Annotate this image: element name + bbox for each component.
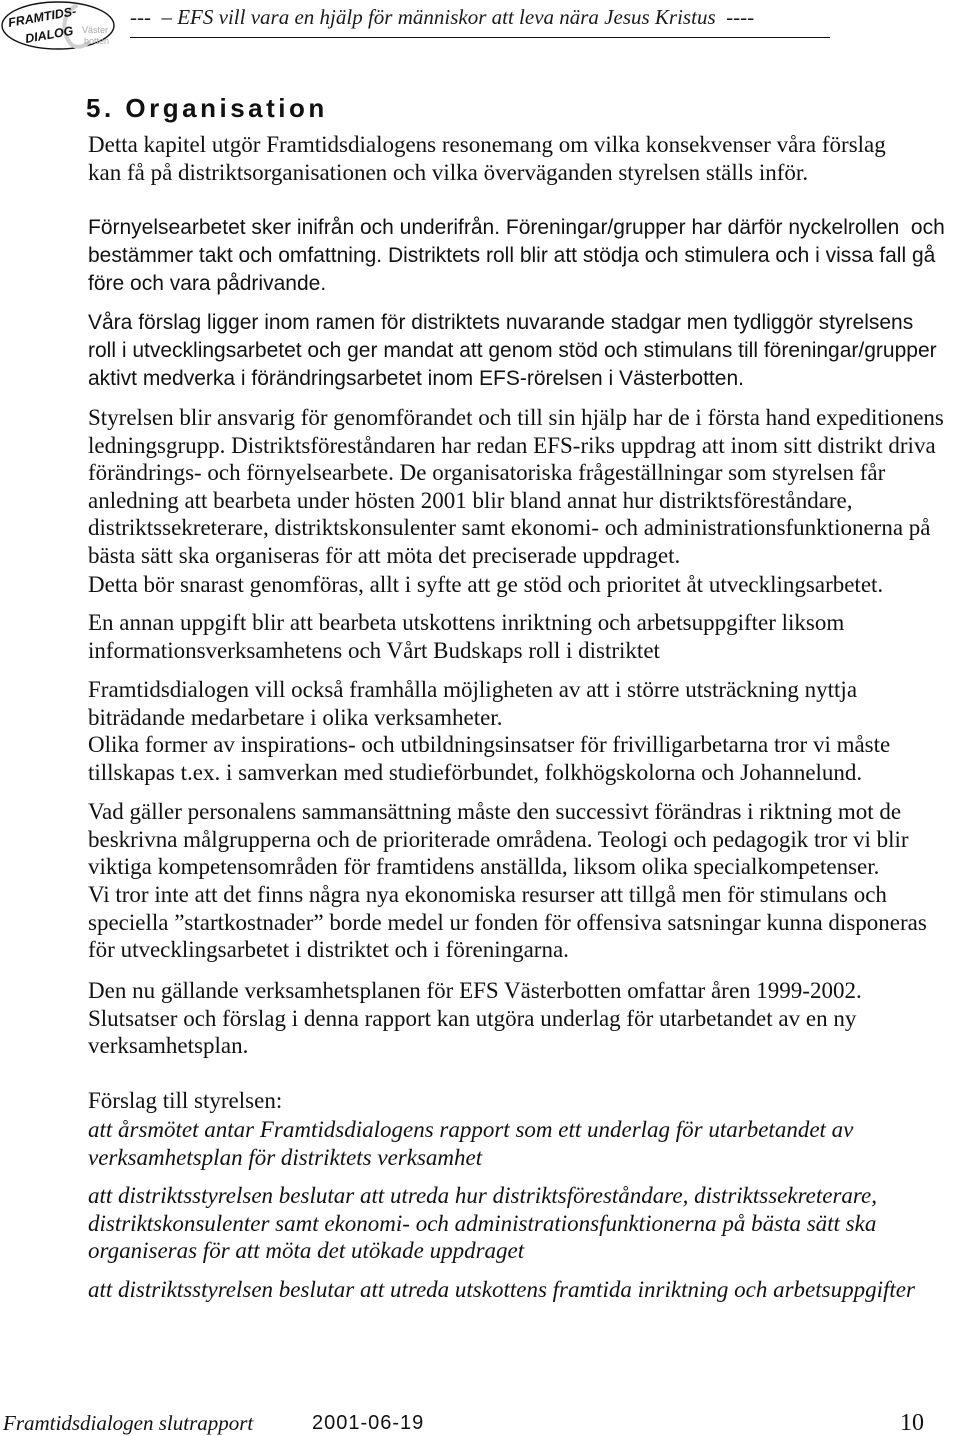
- text-line: för utvecklingsarbetet i distriktet och i föreningarna.: [88, 937, 569, 963]
- paragraph-intro: [88, 131, 886, 186]
- text-line: Olika former av inspirations- och utbildningsinsatser för frivilligarbetarna tror vi måste: [88, 732, 891, 757]
- page-number: 10: [900, 1410, 924, 1436]
- text-line: före och vara pådrivande.: [88, 272, 327, 295]
- paragraph-training: [88, 731, 890, 786]
- text-line: Förnyelsearbetet sker inifrån och underifrån. Föreningar/grupper har därför nyckelrollen och: [88, 216, 945, 239]
- text-line: organiseras för att möta det utökade uppdraget: [88, 1238, 525, 1264]
- footer-title: Framtidsdialogen slutrapport: [3, 1411, 254, 1435]
- text-line: Våra förslag ligger inom ramen för distriktets nuvarande stadgar men tydliggör styrelsens: [88, 311, 914, 334]
- text-line: En annan uppgift blir att bearbeta utskottens inriktning och arbetsuppgifter liksom: [88, 610, 845, 635]
- header-rule: [130, 37, 830, 38]
- text-line: verksamhetsplan.: [88, 1033, 249, 1059]
- text-line: ledningsgrupp. Distriktsföreståndaren har redan EFS-riks uppdrag att inom sitt distrikt driva: [88, 432, 936, 458]
- proposal-item: [88, 1116, 853, 1171]
- text-line: att distriktsstyrelsen beslutar att utreda utskottens framtida inriktning och arbetsuppgifter: [88, 1277, 915, 1302]
- text-line: att distriktsstyrelsen beslutar att utreda hur distriktsföreståndare, distriktssekreterare,: [88, 1183, 877, 1208]
- proposal-item: [88, 1276, 915, 1304]
- text-line: Detta kapitel utgör Framtidsdialogens resonemang om vilka konsekvenser våra förslag: [88, 132, 886, 157]
- text-line: biträdande medarbetare i olika verksamheter.: [88, 704, 503, 730]
- logo-text-botten: botten: [84, 36, 110, 46]
- logo-text-dialog: DIALOG: [24, 23, 75, 46]
- proposal-item: [88, 1182, 877, 1265]
- text-line: Slutsatser och förslag i denna rapport kan utgöra underlag för utarbetandet av en ny: [88, 1005, 857, 1031]
- text-line: Styrelsen blir ansvarig för genomförandet och till sin hjälp har de i första hand expeditionens: [88, 405, 944, 430]
- text-line: att årsmötet antar Framtidsdialogens rapport som ett underlag för utarbetandet av: [88, 1117, 854, 1142]
- text-line: Framtidsdialogen vill också framhålla möjligheten av att i större utsträckning nyttja: [88, 677, 858, 702]
- paragraph-committees: [88, 609, 844, 664]
- proposals-heading-text: Förslag till styrelsen:: [88, 1088, 283, 1113]
- framtidsdialog-logo: [0, 0, 118, 52]
- text-line: viktiga kompetensområden för framtidens anställda, liksom olika specialkompetenser.: [88, 854, 880, 880]
- paragraph-volunteers: [88, 676, 857, 731]
- text-line: aktivt medverka i förändringsarbetet inom EFS-rörelsen i Västerbotten.: [88, 367, 744, 390]
- paragraph-renewal: [88, 214, 945, 298]
- footer-date: 2001-06-19: [312, 1412, 425, 1434]
- header-tagline: --- – EFS vill vara en hjälp för människor att leva nära Jesus Kristus ----: [130, 5, 755, 29]
- logo-text-vaster: Väster: [82, 25, 109, 35]
- paragraph-proposal-scope: [88, 309, 937, 393]
- text-line: bestämmer takt och omfattning. Distriktets roll blir att stödja och stimulera och i vissa fall gå: [88, 244, 936, 267]
- text-line: distriktssekreterare, distriktskonsulenter samt ekonomi- och administrationsfunktionerna på: [88, 515, 931, 541]
- proposals-heading: [88, 1087, 282, 1115]
- paragraph-staff: [88, 798, 909, 881]
- text-line: förändrings- och förnyelsearbete. De organisatoriska frågeställningar som styrelsen får: [88, 460, 886, 486]
- text-line: distriktskonsulenter samt ekonomi- och administrationsfunktionerna på bästa sätt ska: [88, 1210, 877, 1236]
- text-line: Vi tror inte att det finns några nya ekonomiska resurser att tillgå men för stimulans och: [88, 882, 887, 907]
- text-line: anledning att bearbeta under hösten 2001 blir bland annat hur distriktsföreståndare,: [88, 487, 853, 513]
- text-line: bästa sätt ska organiseras för att möta det preciserade uppdraget.: [88, 542, 681, 568]
- section-title: 5. Organisation: [86, 93, 328, 123]
- paragraph-board-responsibility: [88, 404, 944, 570]
- text-line: Vad gäller personalens sammansättning måste den successivt förändras i riktning mot de: [88, 799, 902, 824]
- paragraph-urgency: [88, 571, 883, 599]
- text-line: Den nu gällande verksamhetsplanen för EFS Västerbotten omfattar åren 1999-2002.: [88, 978, 862, 1003]
- text-line: tillskapas t.ex. i samverkan med studieförbundet, folkhögskolorna och Johannelund.: [88, 759, 863, 785]
- text-line: kan få på distriktsorganisationen och vilka överväganden styrelsen ställs inför.: [88, 159, 809, 185]
- text-line: Detta bör snarast genomföras, allt i syfte att ge stöd och prioritet åt utvecklingsarbetet.: [88, 572, 884, 597]
- text-line: verksamhetsplan för distriktets verksamhet: [88, 1144, 483, 1170]
- text-line: beskrivna målgrupperna och de prioriterade områdena. Teologi och pedagogik tror vi blir: [88, 826, 909, 852]
- text-line: informationsverksamhetens och Vårt Budskaps roll i distriktet: [88, 637, 660, 663]
- paragraph-business-plan: [88, 977, 862, 1060]
- paragraph-resources: [88, 881, 927, 964]
- logo-text-framtids: FRAMTIDS-: [7, 4, 78, 30]
- text-line: roll i utvecklingsarbetet och ger mandat att genom stöd och stimulans till föreningar/grupper: [88, 339, 937, 362]
- text-line: speciella ”startkostnader” borde medel ur fonden för offensiva satsningar kunna disponeras: [88, 909, 927, 935]
